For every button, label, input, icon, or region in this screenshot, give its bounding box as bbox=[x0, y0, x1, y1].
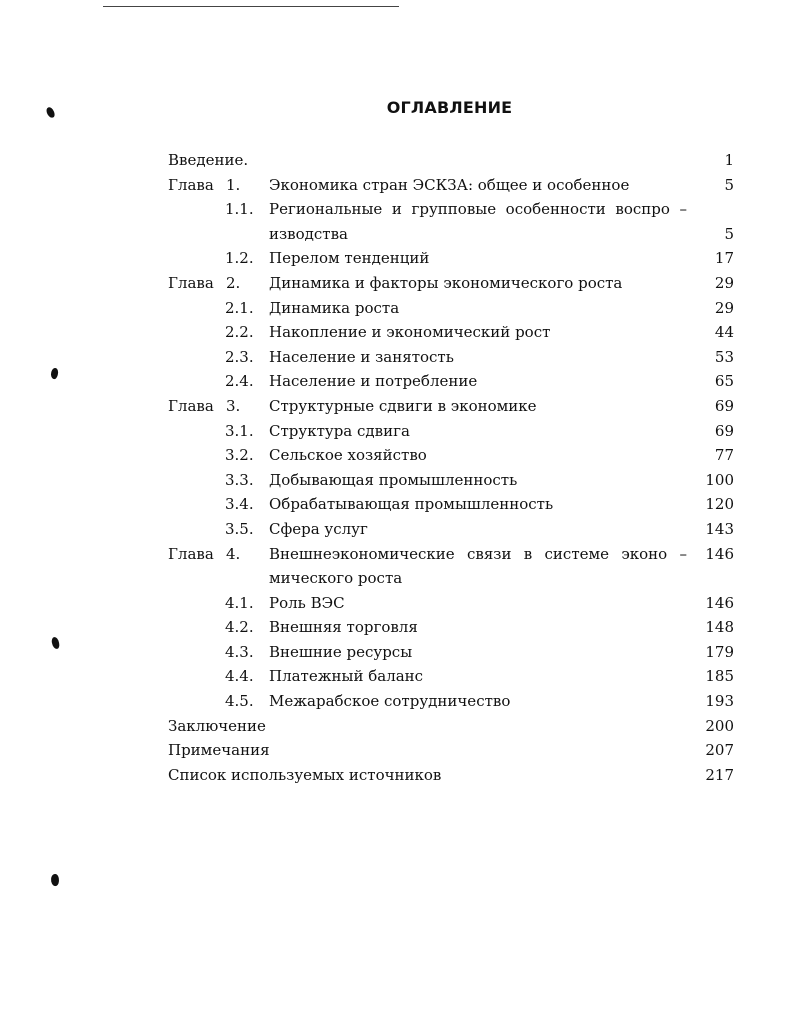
toc-section-2-3[interactable] bbox=[168, 345, 734, 370]
toc-section-3-3[interactable] bbox=[168, 468, 734, 493]
toc-entry-title: Платежный баланс bbox=[269, 667, 424, 686]
section-number: 2.3. bbox=[225, 347, 254, 366]
chapter-label: Глава bbox=[168, 544, 214, 563]
scan-mark bbox=[50, 367, 60, 379]
toc-section-1-1-cont[interactable] bbox=[168, 222, 734, 247]
toc-entry-title: Внешнеэкономические связи в системе эконо – bbox=[269, 544, 687, 563]
toc-chapter-1[interactable] bbox=[168, 173, 734, 198]
toc-entry-title: Перелом тенденций bbox=[269, 249, 430, 268]
toc-chapter-2[interactable] bbox=[168, 271, 734, 296]
toc-entry-title: Структурные сдвиги в экономике bbox=[269, 396, 537, 415]
toc-page-number: 185 bbox=[705, 667, 734, 686]
chapter-label: Глава bbox=[168, 175, 214, 194]
chapter-label: Глава bbox=[168, 396, 214, 415]
toc-page-number: 5 bbox=[724, 175, 734, 194]
toc-entry-title: Динамика и факторы экономического роста bbox=[269, 273, 623, 292]
toc-section-3-5[interactable] bbox=[168, 517, 734, 542]
section-number: 1.2. bbox=[225, 249, 254, 268]
toc-section-4-4[interactable] bbox=[168, 664, 734, 689]
toc-section-2-4[interactable] bbox=[168, 369, 734, 394]
toc-page-number: 65 bbox=[714, 372, 734, 391]
toc-entry-title: Введение. bbox=[168, 151, 249, 169]
toc-page-number: 120 bbox=[705, 495, 734, 514]
toc-page-number: 200 bbox=[705, 716, 734, 735]
toc-page-number: 44 bbox=[714, 323, 734, 342]
toc-entry-title: Внешние ресурсы bbox=[269, 642, 413, 661]
top-rule bbox=[103, 6, 399, 7]
toc-entry-intro[interactable] bbox=[168, 148, 734, 173]
toc-page-number: 179 bbox=[705, 642, 734, 661]
toc-entry-title: Заключение bbox=[168, 716, 266, 735]
toc-entry-title: Роль ВЭС bbox=[269, 593, 345, 612]
toc-entry-conclusion[interactable] bbox=[168, 714, 734, 739]
toc-page-number: 1 bbox=[724, 151, 734, 169]
toc-entry-title: Население и занятость bbox=[269, 347, 454, 366]
section-number: 4.1. bbox=[225, 593, 254, 612]
section-number: 4.3. bbox=[225, 642, 254, 661]
toc-page-number: 17 bbox=[714, 249, 734, 268]
section-number: 2.4. bbox=[225, 372, 254, 391]
toc-entry-title: Примечания bbox=[168, 741, 270, 760]
section-number: 3.3. bbox=[225, 470, 254, 489]
toc-page-number: 100 bbox=[705, 470, 734, 489]
toc-section-1-2[interactable] bbox=[168, 246, 734, 271]
toc-page-number: 29 bbox=[714, 298, 734, 317]
toc-page-number: 146 bbox=[705, 544, 734, 563]
toc-chapter-4[interactable] bbox=[168, 542, 734, 567]
table-of-contents bbox=[168, 148, 734, 787]
toc-entry-title: Население и потребление bbox=[269, 372, 478, 391]
section-number: 3.4. bbox=[225, 495, 254, 514]
chapter-number: 1. bbox=[226, 175, 241, 194]
toc-entry-title: Экономика стран ЭСКЗА: общее и особенное bbox=[269, 175, 630, 194]
toc-section-4-1[interactable] bbox=[168, 591, 734, 616]
toc-page-number: 5 bbox=[724, 224, 734, 243]
toc-section-1-1[interactable] bbox=[168, 197, 734, 222]
chapter-number: 3. bbox=[226, 396, 241, 415]
toc-section-3-4[interactable] bbox=[168, 492, 734, 517]
section-number: 3.1. bbox=[225, 421, 254, 440]
toc-entry-title: Региональные и групповые особенности воспро – bbox=[269, 200, 687, 219]
section-number: 4.2. bbox=[225, 618, 254, 637]
toc-entry-title: Сфера услуг bbox=[269, 519, 368, 538]
toc-page-number: 143 bbox=[705, 519, 734, 538]
toc-entry-title: Список используемых источников bbox=[168, 765, 442, 784]
toc-section-2-1[interactable] bbox=[168, 296, 734, 321]
toc-section-3-2[interactable] bbox=[168, 443, 734, 468]
toc-entry-title-continued: мического роста bbox=[269, 569, 403, 588]
toc-section-4-3[interactable] bbox=[168, 640, 734, 665]
toc-entry-title: Динамика роста bbox=[269, 298, 400, 317]
toc-page-number: 148 bbox=[705, 618, 734, 637]
toc-page-number: 146 bbox=[705, 593, 734, 612]
toc-section-4-5[interactable] bbox=[168, 689, 734, 714]
section-number: 2.1. bbox=[225, 298, 254, 317]
toc-page-number: 207 bbox=[705, 741, 734, 760]
toc-page-number: 193 bbox=[705, 692, 734, 711]
toc-page-number: 69 bbox=[714, 421, 734, 440]
toc-page-number: 77 bbox=[714, 446, 734, 465]
section-number: 3.5. bbox=[225, 519, 254, 538]
toc-entry-title: Межарабское сотрудничество bbox=[269, 692, 511, 711]
toc-entry-title: Внешняя торговля bbox=[269, 618, 418, 637]
toc-page-number: 29 bbox=[714, 273, 734, 292]
toc-entry-title-continued: изводства bbox=[269, 224, 348, 243]
toc-entry-sources[interactable] bbox=[168, 763, 734, 788]
toc-entry-title: Обрабатывающая промышленность bbox=[269, 495, 554, 514]
toc-entry-title: Сельское хозяйство bbox=[269, 446, 427, 465]
toc-entry-title: Накопление и экономический рост bbox=[269, 323, 551, 342]
toc-entry-notes[interactable] bbox=[168, 738, 734, 763]
toc-section-3-1[interactable] bbox=[168, 419, 734, 444]
section-number: 1.1. bbox=[225, 200, 254, 219]
section-number: 4.5. bbox=[225, 692, 254, 711]
toc-chapter-4-cont[interactable] bbox=[168, 566, 734, 591]
toc-chapter-3[interactable] bbox=[168, 394, 734, 419]
toc-section-4-2[interactable] bbox=[168, 615, 734, 640]
toc-section-2-2[interactable] bbox=[168, 320, 734, 345]
page-title: ОГЛАВЛЕНИЕ bbox=[386, 98, 513, 117]
section-number: 3.2. bbox=[225, 446, 254, 465]
chapter-label: Глава bbox=[168, 273, 214, 292]
section-number: 2.2. bbox=[225, 323, 254, 342]
toc-page-number: 217 bbox=[705, 765, 734, 784]
scan-mark bbox=[51, 636, 60, 649]
chapter-number: 2. bbox=[226, 273, 241, 292]
toc-entry-title: Добывающая промышленность bbox=[269, 470, 518, 489]
toc-entry-title: Структура сдвига bbox=[269, 421, 410, 440]
toc-page-number: 53 bbox=[714, 347, 734, 366]
scan-mark bbox=[50, 874, 59, 887]
toc-page-number: 69 bbox=[714, 396, 734, 415]
section-number: 4.4. bbox=[225, 667, 254, 686]
chapter-number: 4. bbox=[226, 544, 241, 563]
